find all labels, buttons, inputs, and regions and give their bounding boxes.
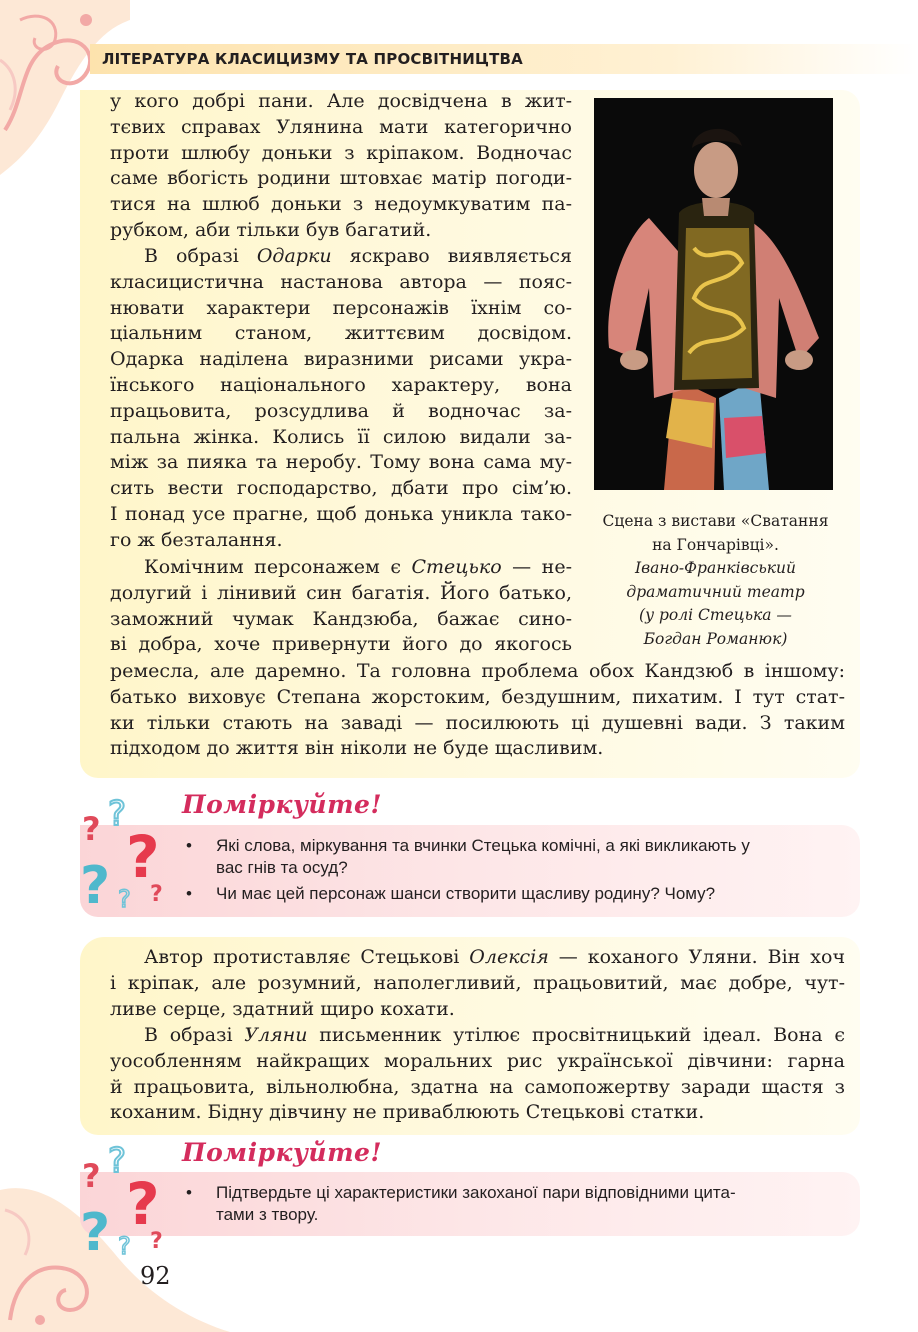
text-line: ливе серце, здатний щиро кохати. (110, 997, 455, 1020)
paragraph (110, 555, 572, 658)
text-line: коханим. Бідну дівчину не приваблюють Стецькові статки. (110, 1101, 705, 1124)
photo-caption (583, 510, 848, 651)
question-marks-icon (80, 795, 180, 915)
paragraph (110, 945, 845, 1022)
svg-text:?: ? (126, 823, 160, 891)
think-title: Поміркуйте! (182, 1138, 382, 1167)
text-line: сить вести господарство, дбати про сім’ю. (110, 477, 572, 500)
svg-text:?: ? (108, 795, 127, 834)
text-line: і кріпак, але розумний, наполегливий, працьовитий, має добре, чут- (110, 971, 845, 994)
text-line: Комічним персонажем є Стецько — не- (144, 556, 572, 578)
text-line: їнського національного характеру, вона (110, 373, 572, 396)
text-line: ки тільки стають на заваді — посилюють ці душевні вади. З таким (110, 711, 845, 734)
svg-text:?: ? (82, 810, 101, 848)
list-item: • Чи має цей персонаж шанси створити щасливу родину? Чому? (186, 883, 750, 905)
character-name-ulyana: Уляни (244, 1024, 308, 1046)
text-line: проти шлюбу доньки з кріпаком. Водночас (110, 141, 572, 164)
text-line: ві добра, хоче привернути його до якогось (110, 633, 572, 656)
svg-text:?: ? (82, 1157, 101, 1195)
text-line: тися на шлюб доньки з недоумкуватим па- (110, 193, 572, 216)
svg-text:?: ? (126, 1170, 160, 1238)
caption-line: драматичний театр (626, 582, 805, 601)
text-line: ціальним станом, життєвим досвідом. (110, 322, 572, 345)
text-line: батько виховує Степана жорстоким, бездушним, пихатим. І тут стат- (110, 685, 845, 708)
svg-text:?: ? (80, 1203, 111, 1262)
question-list (186, 1182, 736, 1226)
caption-line: (у ролі Стецька — (639, 606, 792, 624)
text-line: го ж безталання. (110, 528, 283, 551)
svg-text:?: ? (80, 856, 111, 915)
text-line: й працьовита, вільнолюбна, здатна на самопожертву заради щастя з (110, 1075, 845, 1098)
actor-illustration (594, 98, 833, 490)
caption-line: Сцена з вистави «Сватання (602, 512, 829, 530)
text-line: долугий і лінивий син багатія. Його батько, (110, 581, 572, 604)
text-line: нювати характери персонажів їхнім со- (110, 296, 572, 319)
question-marks-icon (80, 1142, 180, 1262)
text-line: ремесла, але даремно. Та головна проблема обох Кандзюб в іншому: (110, 660, 845, 682)
svg-text:?: ? (118, 1232, 131, 1260)
question-list (186, 835, 750, 905)
character-name-stetsko: Стецько (411, 556, 502, 578)
paragraph (110, 1023, 845, 1126)
text-line: саме вбогість родини штовхає матір погоди- (110, 167, 572, 190)
paragraph (110, 659, 845, 762)
text-line: у кого добрі пани. Але досвідчена в жит- (110, 90, 572, 112)
text-line: між за пияка та неробу. Тому вона сама му- (110, 451, 572, 474)
caption-line: на Гончарівці». (652, 535, 779, 554)
list-item: • Підтвердьте ці характеристики закоханої пари відповідними цита- тами з твору. (186, 1182, 736, 1226)
theatre-photo (594, 98, 833, 490)
caption-line: Богдан Романюк) (643, 629, 788, 648)
think-title: Поміркуйте! (182, 790, 382, 819)
text-line: пальна жінка. Колись її силою видали за- (110, 425, 572, 448)
section-title: ЛІТЕРАТУРА КЛАСИЦИЗМУ ТА ПРОСВІТНИЦТВА (102, 50, 523, 68)
text-line: підходом до життя він ніколи не буде щасливим. (110, 737, 604, 760)
text-line: рубком, аби тільки був багатий. (110, 218, 432, 241)
svg-text:?: ? (150, 1229, 163, 1254)
text-line: В образі Одарки яскраво виявляється (144, 245, 572, 267)
svg-text:?: ? (118, 885, 131, 913)
text-line: І понад усе прагне, щоб донька уникла тако- (110, 502, 572, 525)
svg-text:?: ? (150, 882, 163, 907)
list-item: • Які слова, міркування та вчинки Стецька комічні, а які викликають у вас гнів та осуд? (186, 835, 750, 879)
text-line: В образі Уляни письменник утілює просвітницький ідеал. Вона є (144, 1024, 846, 1046)
text-line: Автор протиставляє Стецькові Олексія — коханого Уляни. Він хоч (144, 946, 846, 968)
character-name-odarka: Одарки (256, 245, 332, 267)
character-name-oleksiy: Олексія (469, 946, 549, 968)
text-line: заможний чумак Кандзюба, бажає сино- (110, 607, 572, 630)
text-line: тєвих справах Улянина мати категорично (110, 115, 572, 138)
paragraph (110, 244, 572, 554)
svg-text:?: ? (108, 1142, 127, 1181)
page-number: 92 (140, 1262, 171, 1290)
text-line: уособленням найкращих моральних рис української дівчини: гарна (110, 1049, 845, 1072)
paragraph (110, 89, 572, 244)
caption-line: Івано-Франківський (635, 559, 796, 577)
text-line: класицистична настанова автора — пояс- (110, 270, 572, 293)
text-line: працьовита, розсудлива й водночас за- (110, 399, 572, 422)
text-line: Одарка наділена виразними рисами укра- (110, 348, 572, 371)
